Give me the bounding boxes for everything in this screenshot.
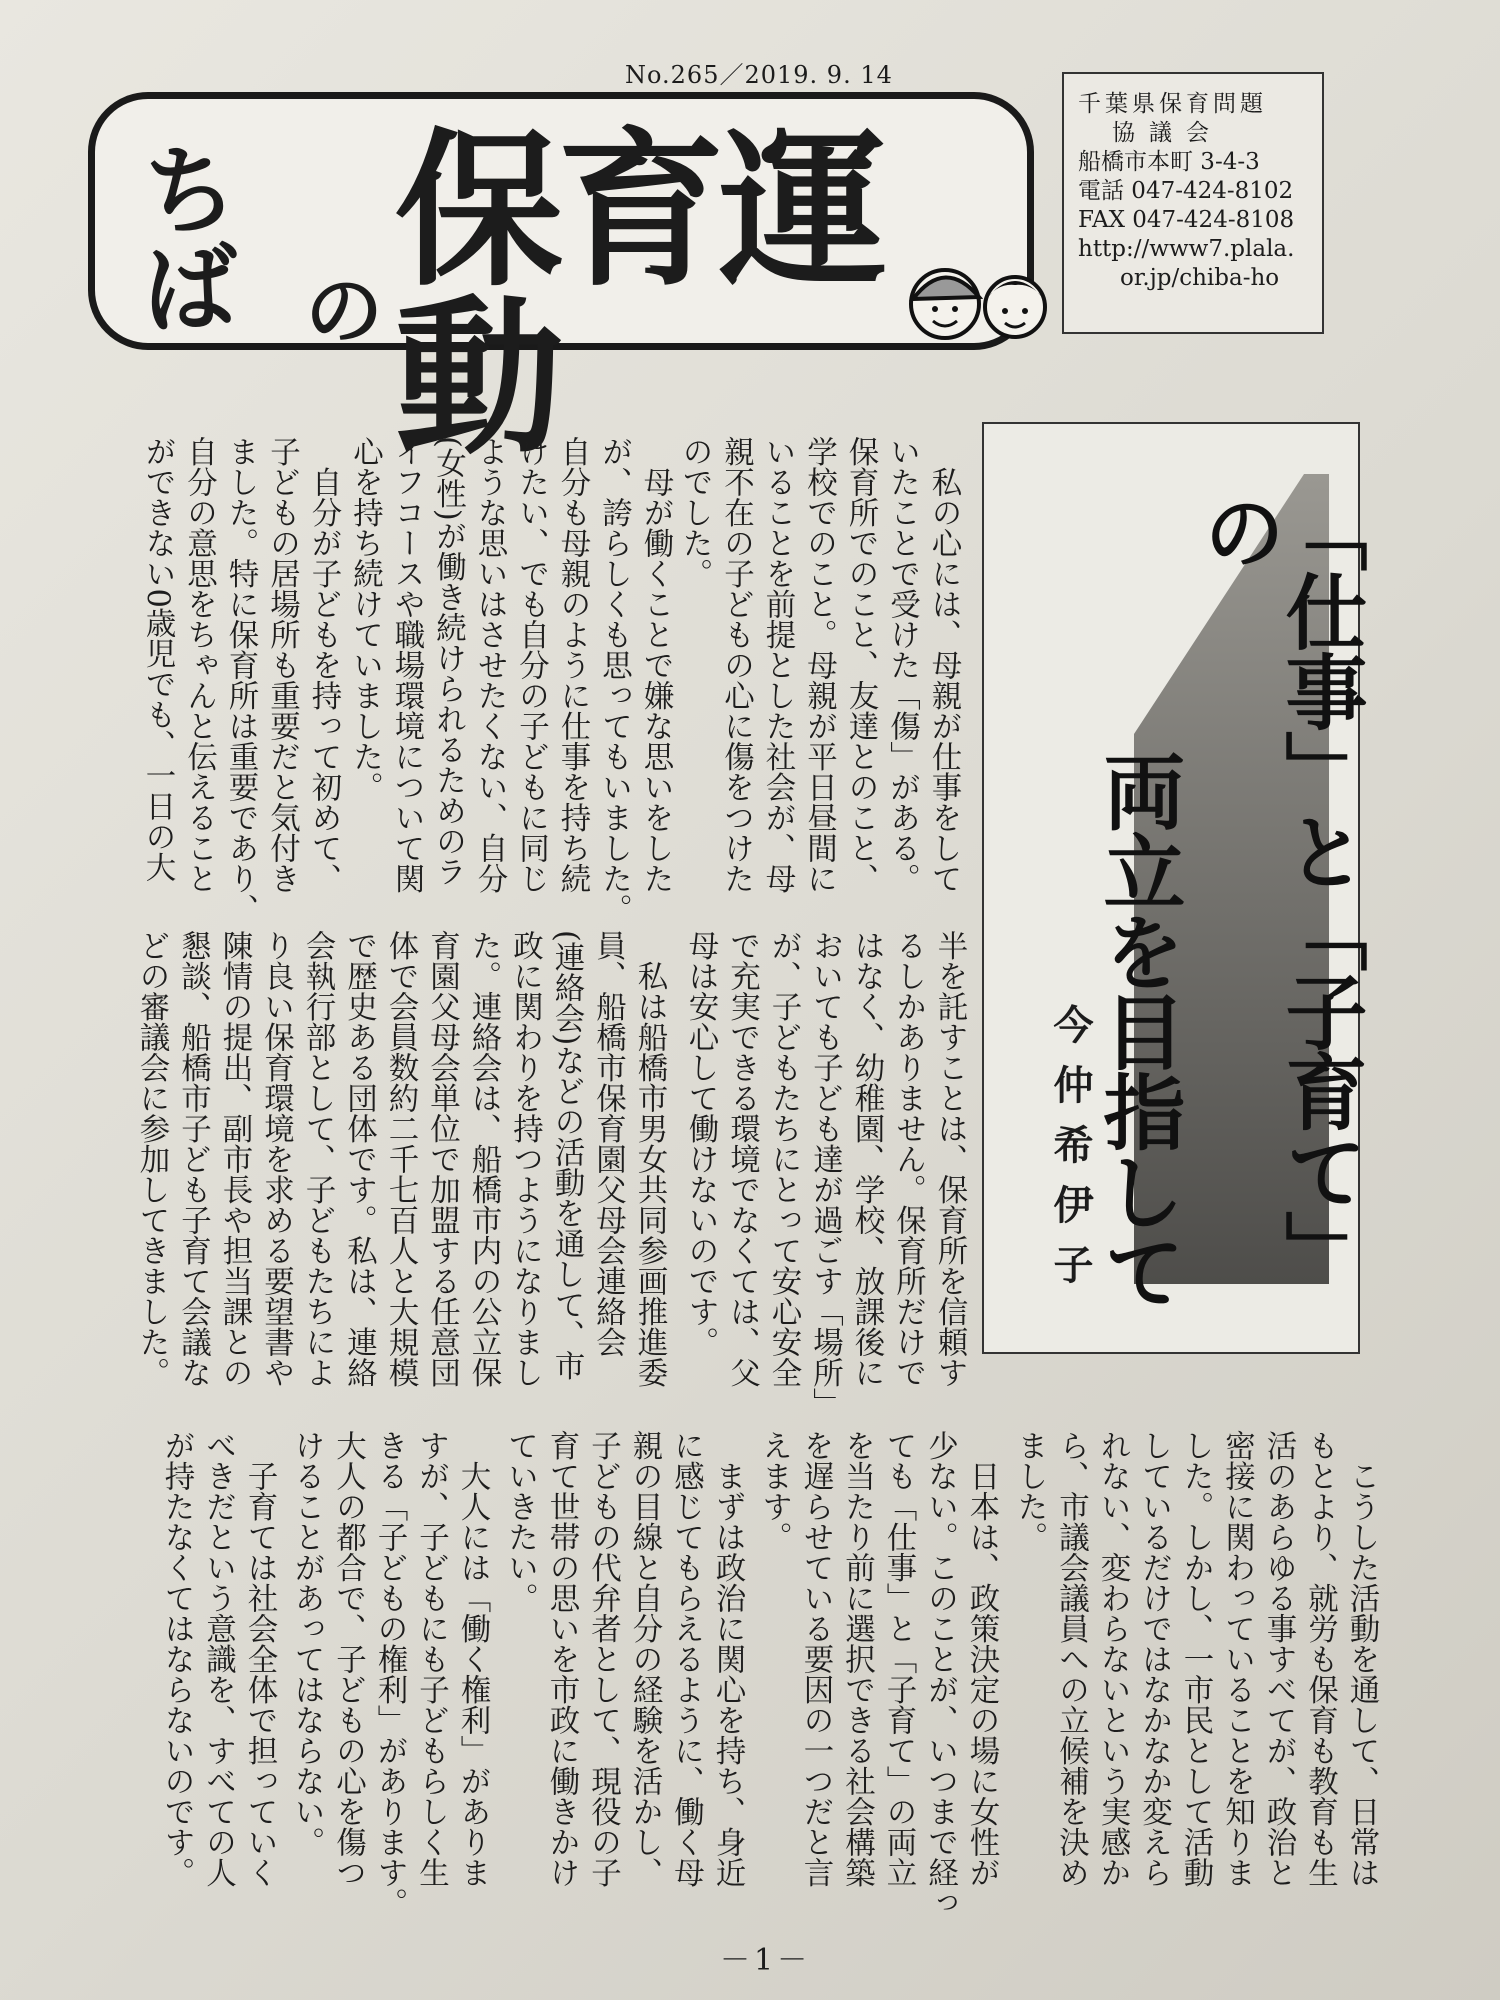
article-paragraph: 半を託すことは、保育所を信頼す るしかありません。保育所だけで はなく、幼稚園、学校、放課後に おいても子ども達が過ごす「場所」 が、子どもたちにとって安心安全 で充実できる環境でなくては、父 母は安心して働けないのです。 bbox=[683, 930, 967, 1418]
org-url-line1: http://www7.plala. bbox=[1078, 236, 1295, 262]
masthead-no: の bbox=[305, 267, 384, 357]
masthead bbox=[88, 92, 1034, 477]
article-paragraph: 私は船橋市男女共同参画推進委 員、船橋市保育園父母会連絡会 (連絡会)などの活動を通して、市 政に関わりを持つようになりまし た。連絡会は、船橋市内の公立保 育園父母会単位で加盟する任意団 体で会員数約二千七百人と大規模 で歴史ある団体です。私は、連絡 会執行部として、子どもたちによ り良い保育環境を求める要望書や 陳情の提出、副市長や担当課との 懇談、船橋市子ども子育て会議な どの審議会に参加してきました。 bbox=[134, 930, 667, 1388]
issue-number: No.265／2019. 9. 14 bbox=[625, 61, 893, 89]
article-paragraph: 私の心には、母親が仕事をして いたことで受けた「傷」がある。 保育所でのこと、友達とのこと、 学校でのこと。母親が平日昼間に いることを前提とした社会が、母 親不在の子どもの心に傷をつけた のでした。 bbox=[677, 436, 961, 894]
article-author: 今仲希伊子 bbox=[1047, 1004, 1094, 1304]
article-title-line1: 「仕事」と「子育て」の bbox=[1190, 490, 1367, 1290]
article-paragraph: 大人には「働く権利」がありま すが、子どもにも子どもらしく生 きる「子どもの権利」があります。 大人の都合で、子どもの心を傷つ けることがあってはならない。 bbox=[289, 1430, 490, 1918]
org-name-line2: 協議会 bbox=[1112, 120, 1223, 146]
masthead-chiba: ちば bbox=[125, 139, 239, 335]
page-number: －1－ bbox=[720, 1943, 812, 1978]
article-paragraph: 子育ては社会全体で担っていく べきだという意識を、すべての人 が持たなくてはならないのです。 bbox=[159, 1430, 277, 1888]
article-paragraph: 母が働くことで嫌な思いをした が、誇らしくも思ってもいました。 自分も母親のように仕事を持ち続 けたい、でも自分の子どもに同じ ような思いはさせたくない、自分 (女性)が働き続けられるためのラ イフコースや職場環境について関 心を持ち続けていました。 bbox=[347, 436, 673, 924]
article-paragraph: 自分が子どもを持って初めて、 子どもの居場所も重要だと気付き ました。特に保育所は重要であり、 自分の意思をちゃんと伝えること ができない0歳児でも、一日の大 bbox=[140, 436, 341, 924]
masthead-title: 保育運動 bbox=[395, 113, 881, 477]
article-paragraph: こうした活動を通して、日常は もとより、就労も保育も教育も生 活のあらゆる事すべてが、政治と 密接に関わっていることを知りま した。しかし、一市民として活動 しているだけではなかなか変えら れない、変わらないという実感か ら、市議会議員への立候補を決め ました。 bbox=[1012, 1430, 1379, 1888]
org-url-line2: or.jp/chiba-ho bbox=[1120, 265, 1280, 291]
org-fax: FAX 047-424-8108 bbox=[1078, 207, 1295, 233]
article-paragraph: まずは政治に関心を持ち、身近 に感じてもらえるように、働く母 親の目線と自分の経験を活かし、 子どもの代弁者として、現役の子 育て世帯の思いを市政に働きかけ ていきたい。 bbox=[502, 1430, 745, 1888]
org-name-line1: 千葉県保育問題 bbox=[1078, 91, 1267, 117]
children-illustration bbox=[905, 249, 1055, 349]
org-phone: 電話 047-424-8102 bbox=[1078, 178, 1294, 204]
article-paragraph: 日本は、政策決定の場に女性が 少ない。このことが、いつまで経っ ても「仕事」と「子育て」の両立 を当たり前に選択できる社会構築 を遅らせている要因の一つだと言 えます。 bbox=[756, 1430, 999, 1918]
article-title-line2: 両立を目指して bbox=[1090, 750, 1185, 1310]
publisher-contact bbox=[1062, 72, 1324, 334]
article-title-box bbox=[982, 422, 1367, 1354]
org-address: 船橋市本町 3-4-3 bbox=[1078, 149, 1260, 175]
